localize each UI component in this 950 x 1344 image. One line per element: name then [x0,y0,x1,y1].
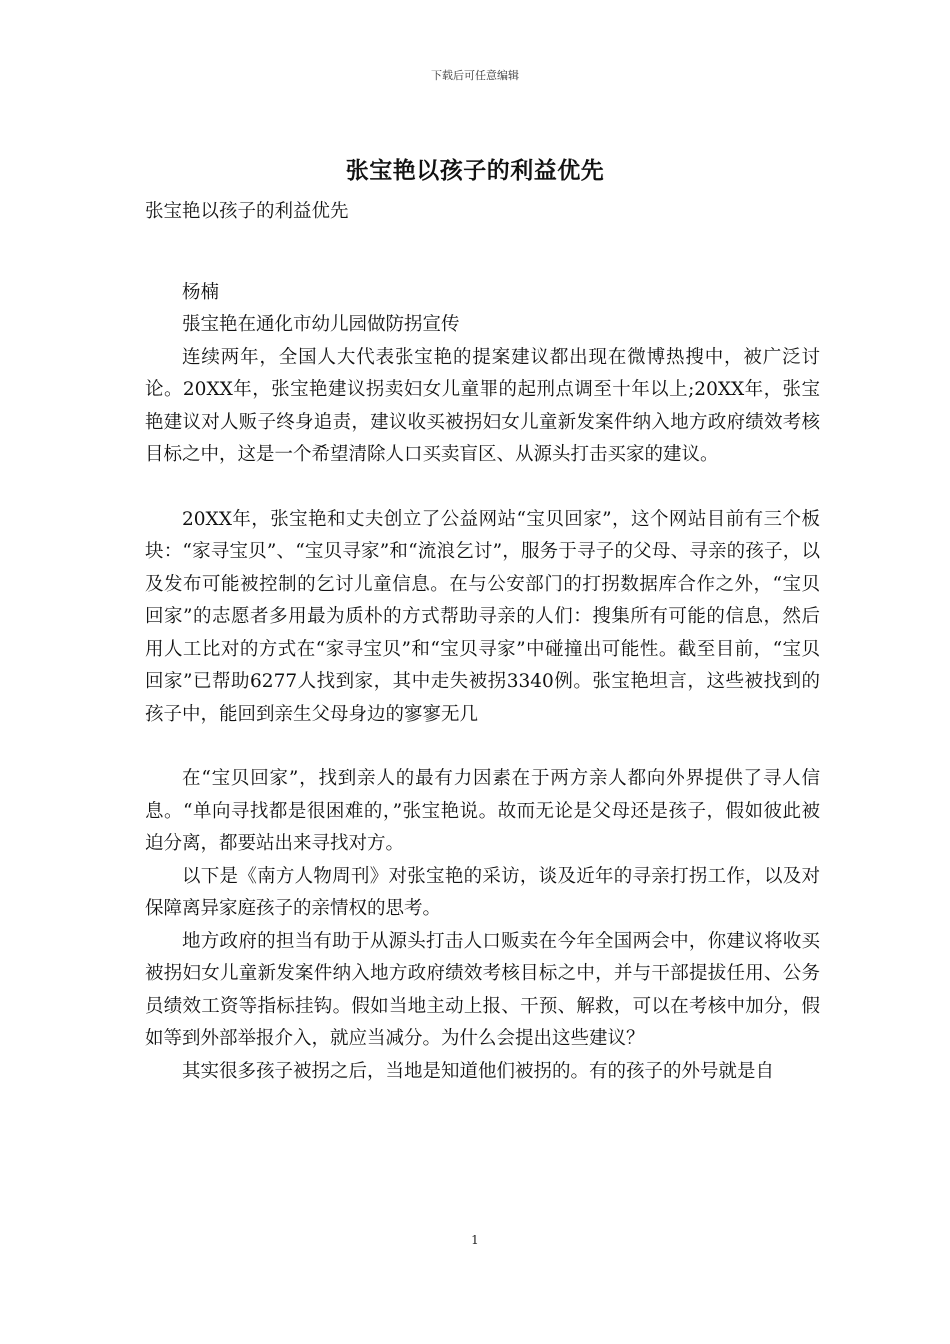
paragraph: 20XX年，张宝艳和丈夫创立了公益网站“宝贝回家”，这个网站目前有三个板块：“家寻宝贝”、“宝贝寻家”和“流浪乞讨”，服务于寻子的父母、寻亲的孩子，以及发布可能被控制的乞讨儿童信息。在与公安部门的打拐数据库合作之外，“宝贝回家”的志愿者多用最为质朴的方式帮助寻亲的人们：搜集所有可能的信息，然后用人工比对的方式在“家寻宝贝”和“宝贝寻家”中碰撞出可能性。截至目前，“宝贝回家”已帮助6277人找到家，其中走失被拐3340例。张宝艳坦言，这些被找到的孩子中，能回到亲生父母身边的寥寥无几 [145,508,820,725]
paragraph: 地方政府的担当有助于从源头打击人口贩卖在今年全国两会中，你建议将收买被拐妇女儿童新发案件纳入地方政府绩效考核目标之中，并与干部提拔任用、公务员绩效工资等指标挂钩。假如当地主动上报、干预、解救，可以在考核中加分，假如等到外部举报介入，就应当减分。为什么会提出这些建议？ [145,930,820,1049]
document-title: 张宝艳以孩子的利益优先 [345,157,605,184]
paragraph: 在“宝贝回家”，找到亲人的最有力因素在于两方亲人都向外界提供了寻人信息。“单向寻找都是很困难的，”张宝艳说。故而无论是父母还是孩子，假如彼此被迫分离，都要站出来寻找对方。 [145,768,820,854]
page-number: 1 [471,1233,479,1247]
page-header: 下载后可任意编辑 [431,69,519,82]
paragraph: 其实很多孩子被拐之后，当地是知道他们被拐的。有的孩子的外号就是自 [182,1060,775,1082]
document-body [145,196,820,1088]
paragraph: 连续两年，全国人大代表张宝艳的提案建议都出现在微博热搜中，被广泛讨论。20XX年，张宝艳建议拐卖妇女儿童罪的起刑点调至十年以上;20XX年，张宝艳建议对人贩子终身追责，建议收买被拐妇女儿童新发案件纳入地方政府绩效考核目标之中，这是一个希望清除人口买卖盲区、从源头打击买家的建议。 [145,346,820,465]
author-line: 杨楠 [182,281,220,303]
document-subtitle: 张宝艳以孩子的利益优先 [145,201,349,222]
photo-caption: 張宝艳在通化市幼儿园做防拐宣传 [182,314,460,335]
paragraph: 以下是《南方人物周刊》对张宝艳的采访，谈及近年的寻亲打拐工作，以及对保障离异家庭孩子的亲情权的思考。 [145,865,820,919]
